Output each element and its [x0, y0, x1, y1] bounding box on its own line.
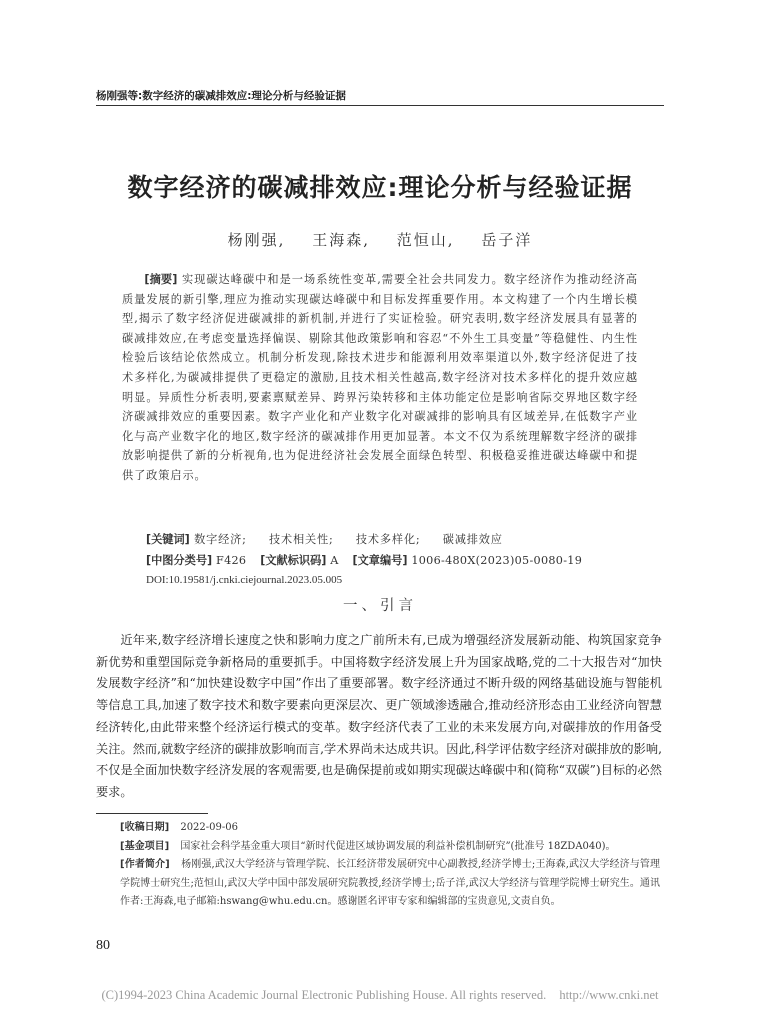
author-name: 杨刚强, [227, 231, 286, 249]
author-name: 岳子洋 [481, 231, 533, 249]
footnote-authors [120, 856, 660, 912]
copyright-footer [0, 988, 760, 1003]
keywords [146, 531, 646, 547]
received-label: [收稿日期] [120, 822, 170, 833]
author-bio-label: [作者简介] [120, 859, 170, 871]
article-number-value: 1006-480X(2023)05-0080-19 [411, 554, 583, 567]
abstract-label: [摘要] [144, 273, 178, 286]
fund-value: 国家社会科学基金重大项目“新时代促进区域协调发展的利益补偿机制研究”(批准号 18ZDA040)。 [180, 840, 616, 852]
doc-code-label: [文献标识码] [260, 554, 327, 567]
clc-value: F426 [216, 554, 247, 567]
running-head: 杨刚强等:数字经济的碳减排效应:理论分析与经验证据 [96, 90, 346, 102]
page-title: 数字经济的碳减排效应:理论分析与经验证据 [127, 173, 633, 202]
keyword: 技术相关性; [269, 533, 334, 546]
keywords-label: [关键词] [146, 533, 190, 546]
footnote-fund [120, 838, 660, 857]
copyright-url: http://www.cnki.net [559, 988, 659, 1002]
body-paragraph: 近年来,数字经济增长速度之快和影响力度之广前所未有,已成为增强经济发展新动能、构筑国家竞争新优势和重塑国际竞争新格局的重要抓手。中国将数字经济发展上升为国家战略,党的二十大报告对“加快发展数字经济”和“加快建设数字中国”作出了重要部署。数字经济通过不断升级的网络基础设施与智能机等信息工具,加速了数字技术和数字要素向更深层次、更广领域渗透融合,推动经济形态由工业经济向智慧经济转化,由此带来整个经济运行模式的变革。数字经济代表了工业的未来发展方向,对碳排放的作用备受关注。然而,就数字经济的碳排放影响而言,学术界尚未达成共识。因此,科学评估数字经济对碳排放的影响,不仅是全面加快数字经济发展的客观需要,也是确保提前或如期实现碳达峰碳中和(简称“双碳”)目标的必然要求。 [96, 633, 662, 799]
received-value: 2022-09-06 [180, 822, 238, 833]
section-heading: 一、引言 [343, 598, 417, 614]
keyword: 技术多样化; [355, 533, 421, 546]
copyright-text: (C)1994-2023 China Academic Journal Electronic Publishing House. All rights reserved. [101, 988, 547, 1002]
footnote-received [120, 819, 660, 838]
clc-label: [中图分类号] [146, 554, 213, 567]
header-divider [96, 105, 664, 106]
classification-line [146, 552, 666, 568]
keyword: 碳减排效应 [442, 533, 503, 546]
author-name: 王海森, [312, 231, 370, 249]
author-name: 范恒山, [396, 231, 455, 249]
fund-label: [基金项目] [120, 840, 170, 852]
author-list [0, 229, 760, 250]
keyword: 数字经济; [194, 533, 247, 546]
footnotes [120, 819, 660, 912]
article-number-label: [文章编号] [352, 554, 408, 567]
footnote-divider [96, 813, 208, 814]
abstract [122, 270, 638, 486]
doc-code-value: A [330, 554, 339, 567]
page-number: 80 [96, 938, 110, 953]
abstract-text: 实现碳达峰碳中和是一场系统性变革,需要全社会共同发力。数字经济作为推动经济高质量发展的新引擎,理应为推动实现碳达峰碳中和目标发挥重要作用。本文构建了一个内生增长模型,揭示了数字经济促进碳减排的新机制,并进行了实证检验。研究表明,数字经济发展具有显著的碳减排效应,在考虑变量选择偏误、剔除其他政策影响和容忍“不外生工具变量”等稳健性、内生性检验后该结论依然成立。机制分析发现,除技术进步和能源利用效率渠道以外,数字经济促进了技术多样化,为碳减排提供了更稳定的激励,且技术相关性越高,数字经济对技术多样化的提升效应越明显。异质性分析表明,要素禀赋差异、跨界污染转移和主体功能定位是影响省际交界地区数字经济碳减排效应的重要因素。数字产业化和产业数字化对碳减排的影响具有区域差异,在低数字产业化与高产业数字化的地区,数字经济的碳减排作用更加显著。本文不仅为系统理解数字经济的碳排放影响提供了新的分析视角,也为促进经济社会发展全面绿色转型、积极稳妥推进碳达峰碳中和提供了政策启示。 [122, 273, 638, 482]
author-bio-value: 杨刚强,武汉大学经济与管理学院、长江经济带发展研究中心副教授,经济学博士;王海森,武汉大学经济与管理学院博士研究生;范恒山,武汉大学中国中部发展研究院教授,经济学博士;岳子洋,武汉大学经济与管理学院博士研究生。通讯作者:王海森,电子邮箱:hswang@whu.edu.cn。感谢匿名评审专家和编辑部的宝贵意见,文责自负。 [120, 859, 661, 908]
doi: DOI:10.19581/j.cnki.ciejournal.2023.05.005 [146, 574, 343, 586]
